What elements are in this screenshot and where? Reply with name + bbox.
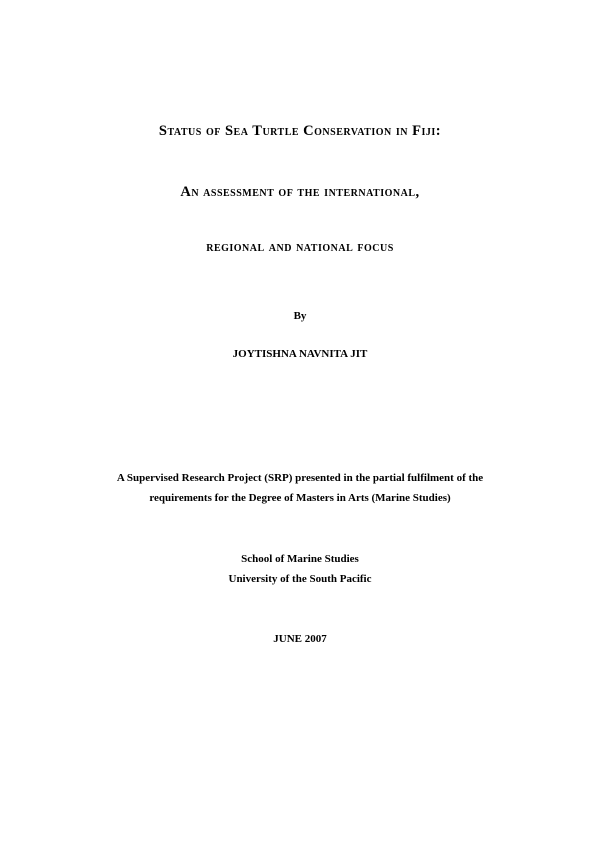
school-name: School of Marine Studies xyxy=(241,553,359,565)
thesis-title-line-3: regional and national focus xyxy=(206,239,394,255)
project-description-line-2: requirements for the Degree of Masters in Arts (Marine Studies) xyxy=(149,492,451,504)
author-name: JOYTISHNA NAVNITA JIT xyxy=(232,348,368,360)
project-description-line-1: A Supervised Research Project (SRP) presented in the partial fulfilment of the xyxy=(116,472,484,484)
university-name: University of the South Pacific xyxy=(228,573,372,585)
thesis-title-line-2: An assessment of the international, xyxy=(180,184,420,200)
by-label: By xyxy=(293,310,307,322)
submission-date: JUNE 2007 xyxy=(273,633,327,645)
thesis-title-line-1: Status of Sea Turtle Conservation in Fiji: xyxy=(158,123,442,139)
